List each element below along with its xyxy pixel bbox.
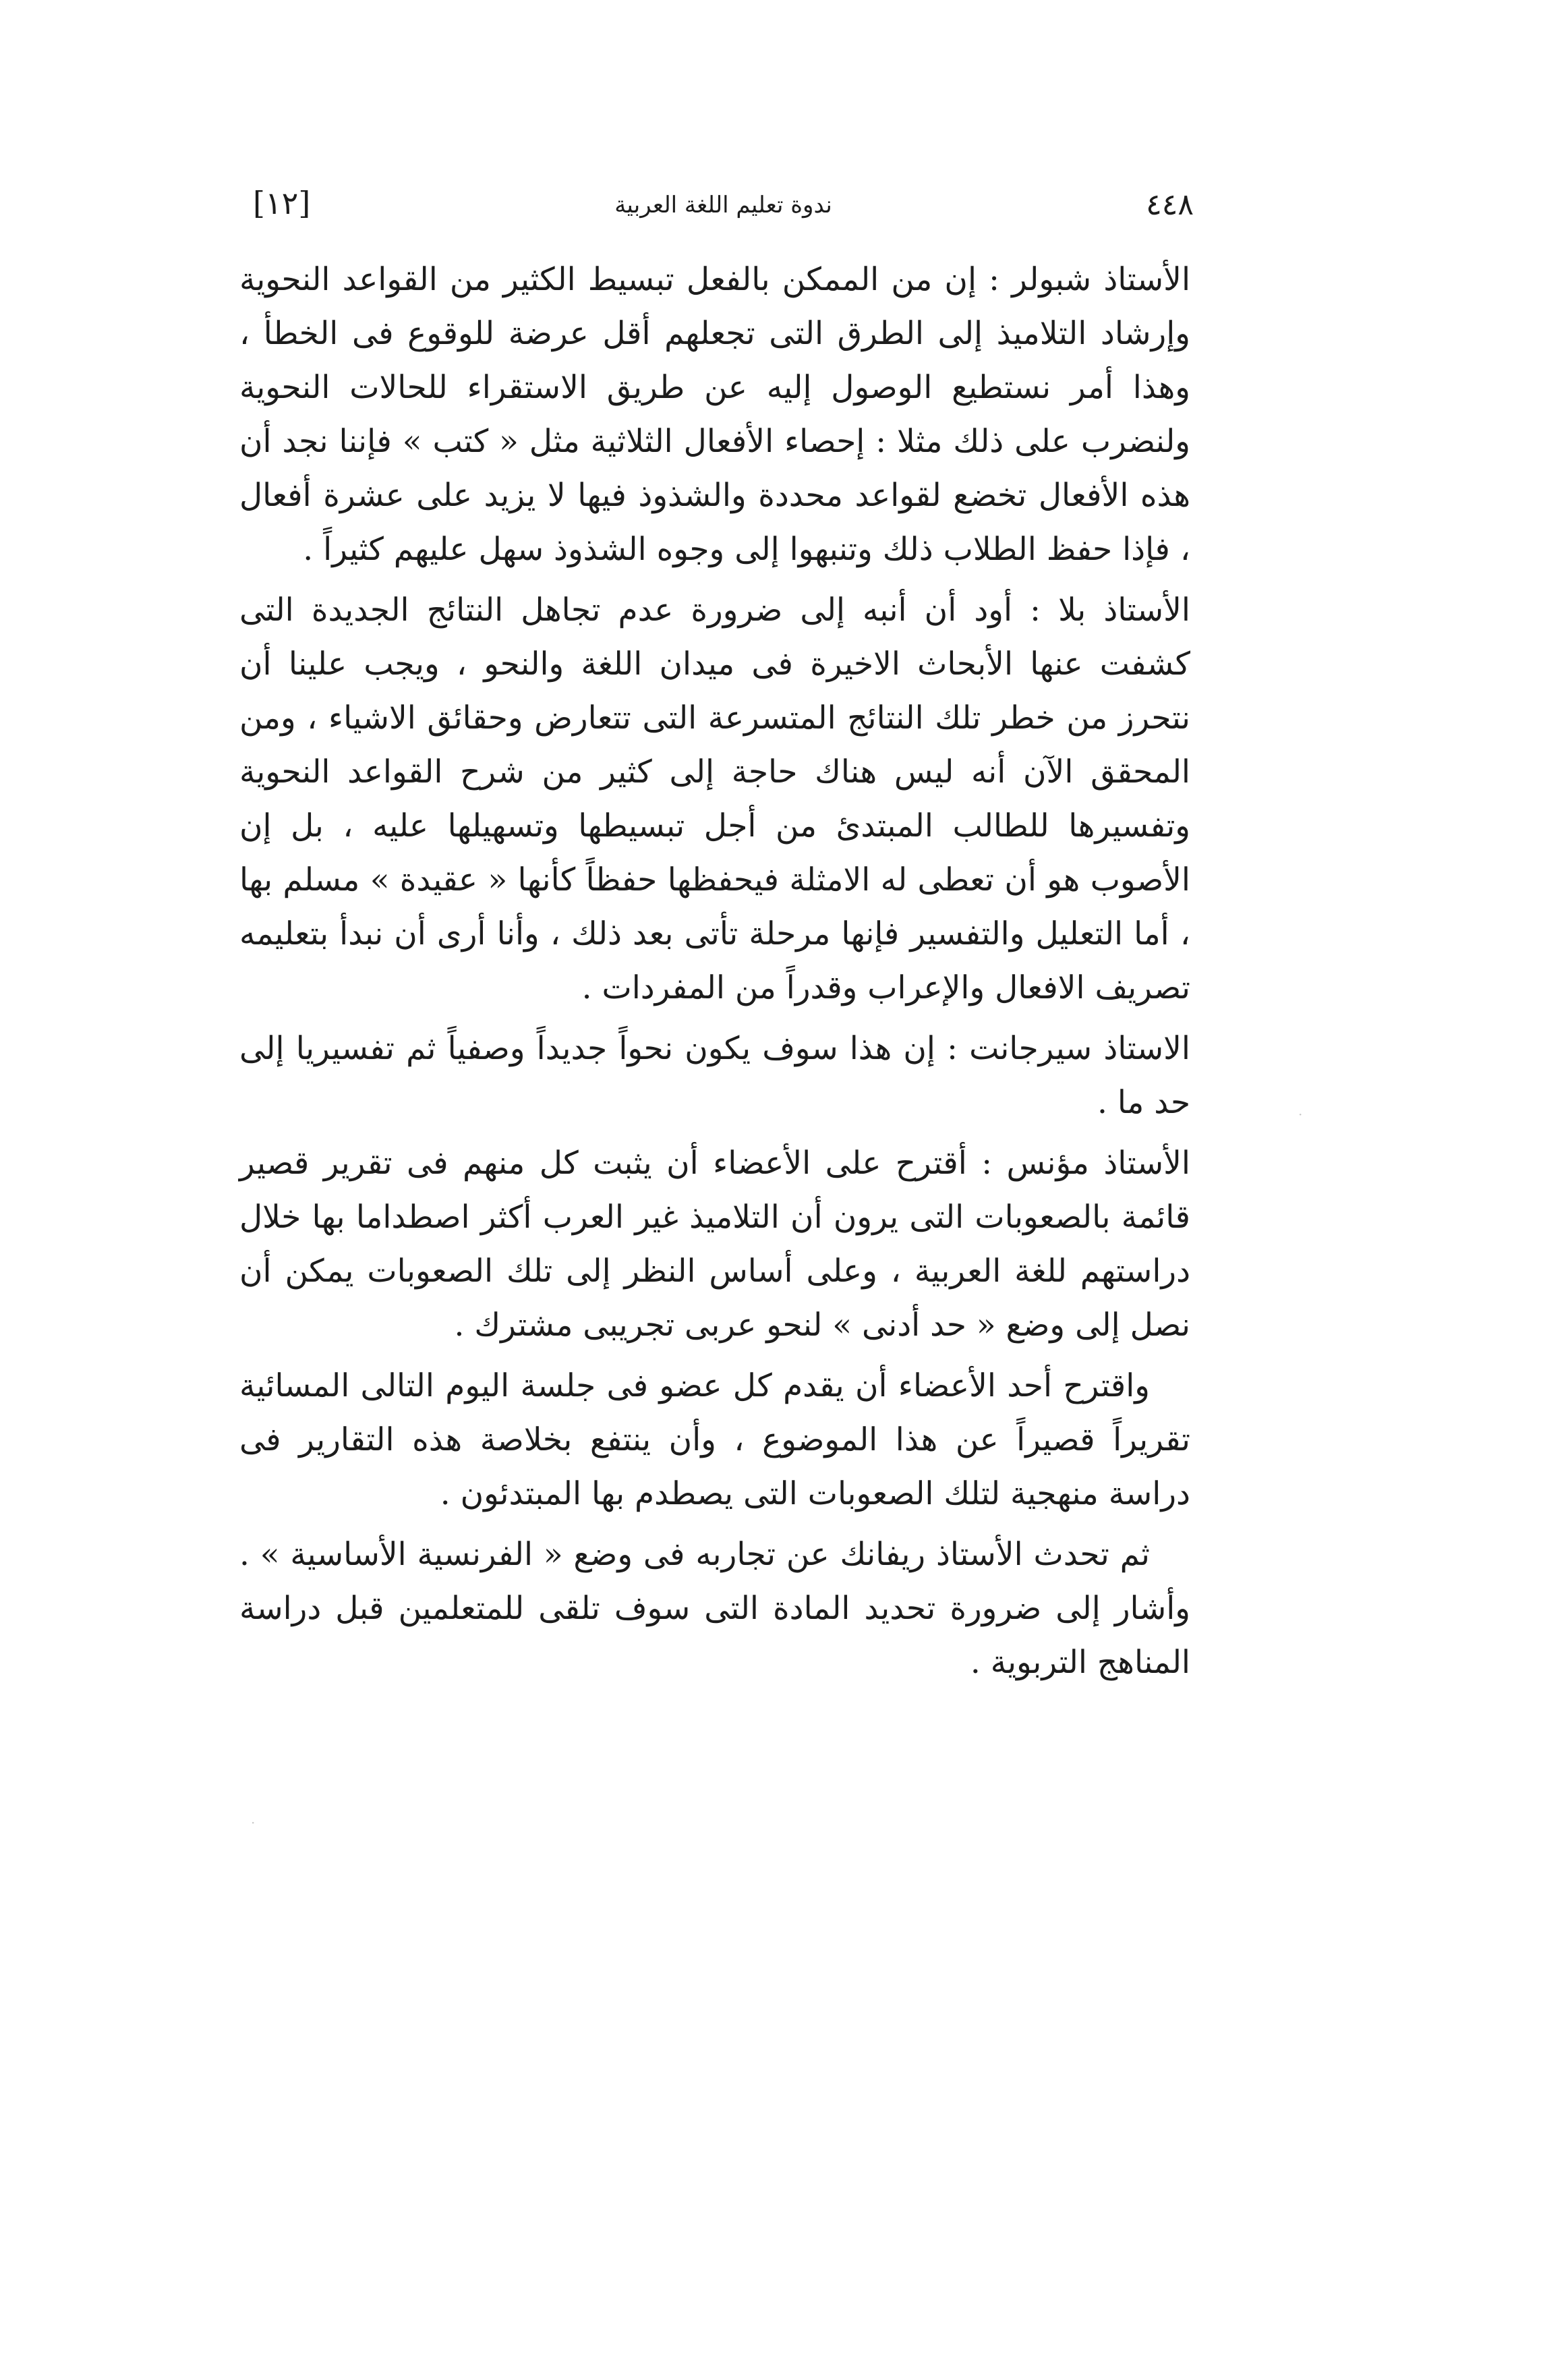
page-header (253, 182, 1194, 243)
margin-speck: · (1298, 1106, 1303, 1122)
body-text (239, 253, 1190, 1696)
running-title: ندوة تعليم اللغة العربية (614, 192, 832, 219)
paragraph-shpoler: الأستاذ شبولر : إن من الممكن بالفعل تبسيط الكثير من القواعد النحوية وإرشاد التلاميذ إلى الطرق التى تجعلهم أقل عرضة للوقوع فى الخطأ ، وهذا أمر نستطيع الوصول إليه عن طريق الاستقراء للحالات النحوية ولنضرب على ذلك مثلا : إحصاء الأفعال الثلاثية مثل « كتب » فإننا نجد أن هذه الأفعال تخضع لقواعد محددة والشذوذ فيها لا يزيد على عشرة أفعال ، فإذا حفظ الطلاب ذلك وتنبهوا إلى وجوه الشذوذ سهل عليهم كثيراً . (239, 261, 1190, 568)
paragraph-rivanc: ثم تحدث الأستاذ ريفانك عن تجاربه فى وضع « الفرنسية الأساسية » . وأشار إلى ضرورة تحديد المادة التى سوف تلقى للمتعلمين قبل دراسة المناهج التربوية . (239, 1536, 1191, 1681)
page-number: ٤٤٨ (1146, 188, 1194, 222)
paragraph-mounes: الأستاذ مؤنس : أقترح على الأعضاء أن يثبت كل منهم فى تقرير قصير قائمة بالصعوبات التى يرون أن التلاميذ غير العرب أكثر اصطداما بها خلال دراستهم للغة العربية ، وعلى أساس النظر إلى تلك الصعوبات يمكن أن نصل إلى وضع « حد أدنى » لنحو عربى تجريبى مشترك . (239, 1145, 1190, 1344)
paragraph-pellat: الأستاذ بلا : أود أن أنبه إلى ضرورة عدم تجاهل النتائج الجديدة التى كشفت عنها الأبحاث الاخيرة فى ميدان اللغة والنحو ، ويجب علينا أن نتحرز من خطر تلك النتائج المتسرعة التى تتعارض وحقائق الاشياء ، ومن المحقق الآن أنه ليس هناك حاجة إلى كثير من شرح القواعد النحوية وتفسيرها للطالب المبتدئ من أجل تبسيطها وتسهيلها عليه ، بل إن الأصوب هو أن تعطى له الامثلة فيحفظها حفظاً كأنها « عقيدة » مسلم بها ، أما التعليل والتفسير فإنها مرحلة تأتى بعد ذلك ، وأنا أرى أن نبدأ بتعليمه تصريف الافعال والإعراب وقدراً من المفردات . (239, 592, 1190, 1006)
paragraph-serjeant: الاستاذ سيرجانت : إن هذا سوف يكون نحواً جديداً وصفياً ثم تفسيريا إلى حد ما . (239, 1030, 1190, 1121)
margin-speck: · (251, 1815, 256, 1831)
paragraph-proposal: واقترح أحد الأعضاء أن يقدم كل عضو فى جلسة اليوم التالى المسائية تقريراً قصيراً عن هذا الموضوع ، وأن ينتفع بخلاصة هذه التقارير فى دراسة منهجية لتلك الصعوبات التى يصطدم بها المبتدئون . (239, 1367, 1190, 1512)
section-mark: [١٢] (253, 185, 311, 221)
